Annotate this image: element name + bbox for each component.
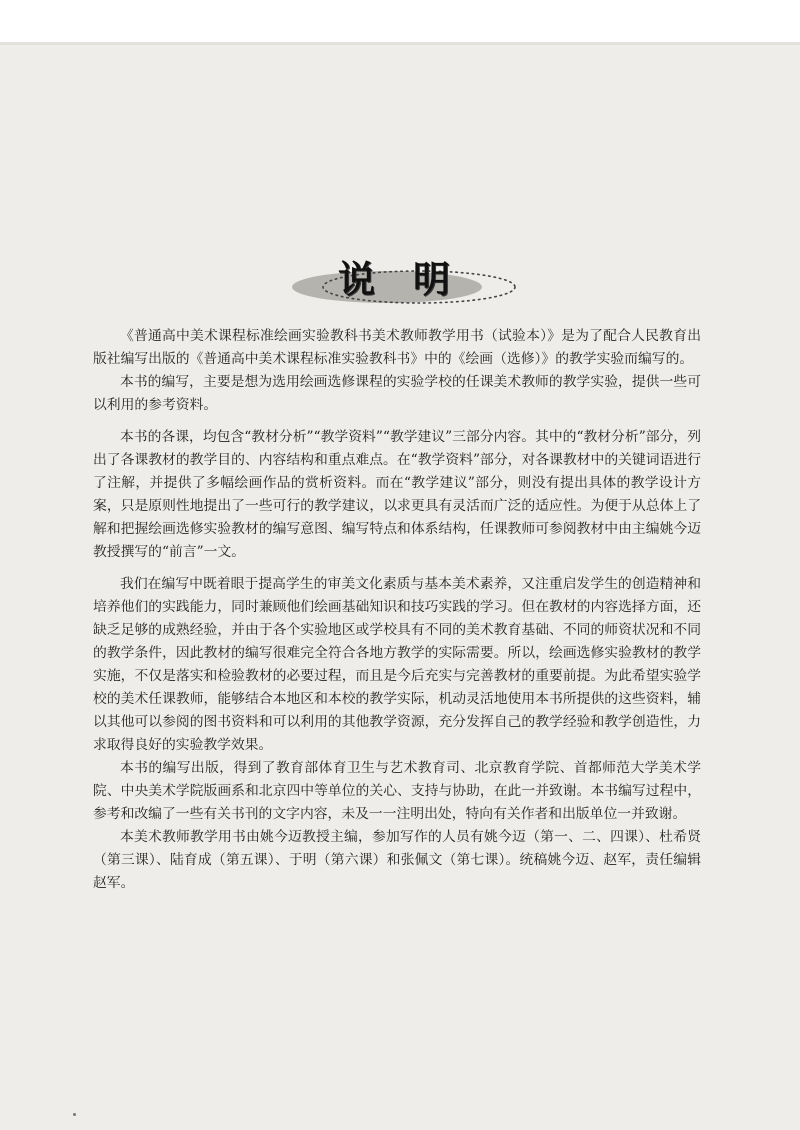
body-text bbox=[93, 325, 701, 895]
paragraph-authors: 本美术教师教学用书由姚今迈教授主编，参加写作的人员有姚今迈（第一、二、四课）、杜希贤（第三课）、陆育成（第五课）、于明（第六课）和张佩文（第七课）。统稿姚今迈、赵军，责任编辑赵军。 bbox=[93, 829, 701, 891]
paragraph-acknowledgements: 本书的编写出版，得到了教育部体育卫生与艺术教育司、北京教育学院、首都师范大学美术学院、中央美术学院版画系和北京四中等单位的关心、支持与协助，在此一并致谢。本书编写过程中，参考和改编了一些有关书刊的文字内容，未及一一注明出处，特向有关作者和出版单位一并致谢。 bbox=[93, 760, 701, 822]
title-banner bbox=[280, 247, 540, 327]
paragraph-purpose: 本书的编写，主要是想为选用绘画选修课程的实验学校的任课美术教师的教学实验，提供一些可以利用的参考资料。 bbox=[93, 374, 701, 413]
scanned-page bbox=[0, 42, 800, 1130]
page-speck bbox=[73, 1113, 76, 1116]
paragraph-intro: 《普通高中美术课程标准绘画实验教科书美术教师教学用书（试验本）》是为了配合人民教育出版社编写出版的《普通高中美术课程标准实验教科书》中的《绘画（选修）》的教学实验而编写的。 bbox=[93, 328, 701, 367]
page-title: 说明 bbox=[338, 258, 488, 301]
page-top-edge bbox=[0, 42, 800, 45]
paragraph-approach: 我们在编写中既着眼于提高学生的审美文化素质与基本美术素养，又注重启发学生的创造精神和培养他们的实践能力，同时兼顾他们绘画基础知识和技巧实践的学习。但在教材的内容选择方面，还缺乏足够的成熟经验，并由于各个实验地区或学校具有不同的美术教育基础、不同的师资状况和不同的教学条件，因此教材的编写很难完全符合各地方教学的实际需要。所以，绘画选修实验教材的教学实施，不仅是落实和检验教材的必要过程，而且是今后充实与完善教材的重要前提。为此希望实验学校的美术任课教师，能够结合本地区和本校的教学实际，机动灵活地使用本书所提供的这些资料，辅以其他可以参阅的图书资料和可以利用的其他教学资源，充分发挥自己的教学经验和教学创造性，力求取得良好的实验教学效果。 bbox=[93, 576, 701, 753]
paragraph-structure: 本书的各课，均包含“教材分析”“教学资料”“教学建议”三部分内容。其中的“教材分析”部分，列出了各课教材的教学目的、内容结构和重点难点。在“教学资料”部分，对各课教材中的关键词语进行了注解，并提供了多幅绘画作品的赏析资料。而在“教学建议”部分，则没有提出具体的教学设计方案，只是原则性地提出了一些可行的教学建议，以求更具有灵活而广泛的适应性。为便于从总体上了解和把握绘画选修实验教材的编写意图、编写特点和体系结构，任课教师可参阅教材中由主编姚今迈教授撰写的“前言”一文。 bbox=[93, 429, 701, 560]
